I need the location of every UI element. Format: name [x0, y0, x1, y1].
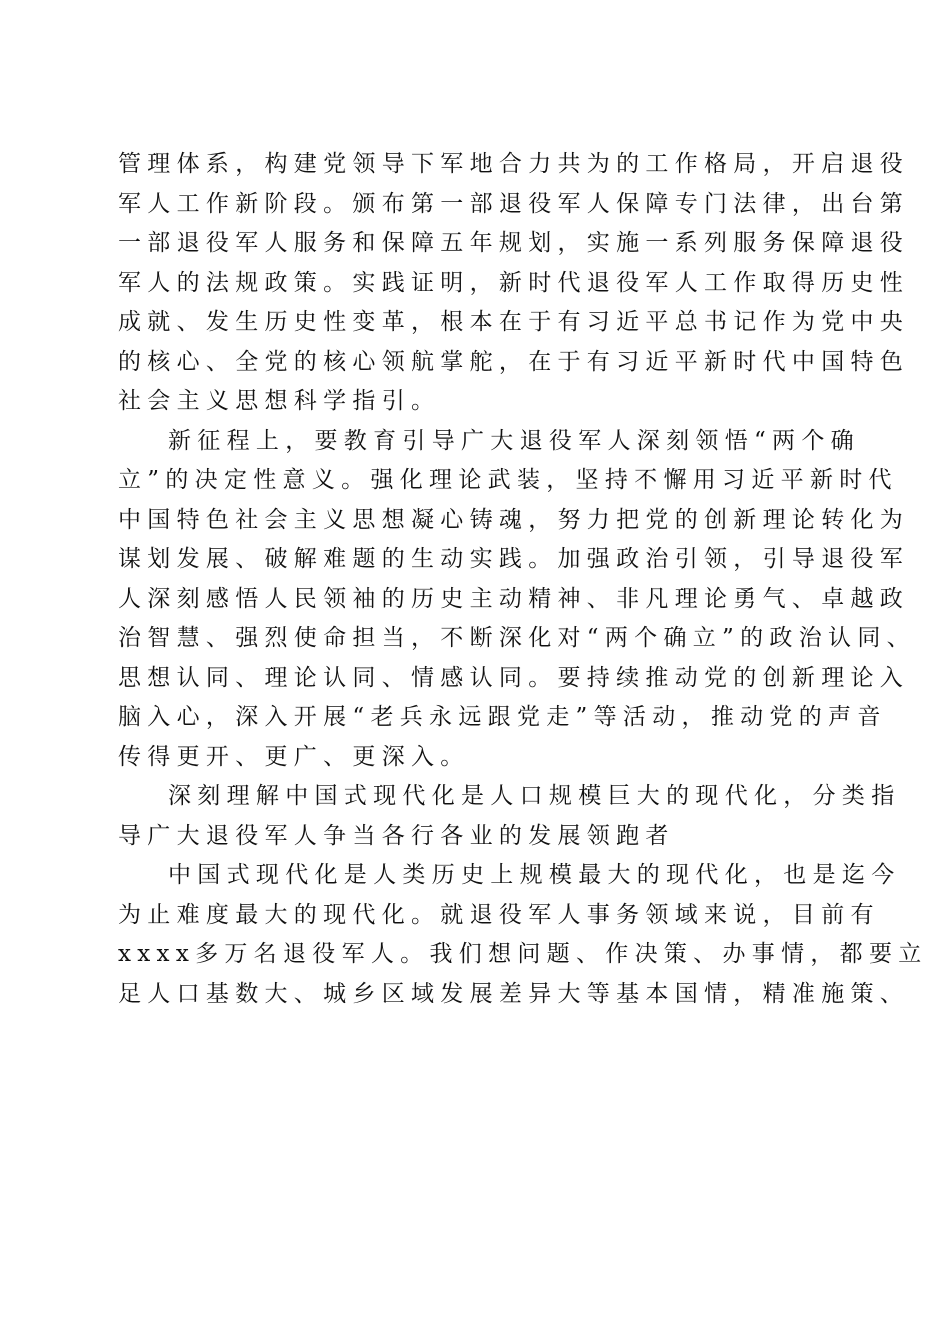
- text-line: 立”的决定性意义。强化理论武装，坚持不懈用习近平新时代: [118, 467, 898, 493]
- section-heading-line: 深刻理解中国式现代化是人口规模巨大的现代化，分类指: [168, 783, 901, 809]
- text-line: 中国特色社会主义思想凝心铸魂，努力把党的创新理论转化为: [118, 506, 910, 533]
- text-line: 思想认同、理论认同、情感认同。要持续推动党的创新理论入: [118, 664, 910, 691]
- text-line: 社会主义思想科学指引。: [118, 388, 441, 414]
- text-line: 的核心、全党的核心领航掌舵，在于有习近平新时代中国特色: [118, 348, 910, 375]
- text-line: 谋划发展、破解难题的生动实践。加强政治引领，引导退役军: [118, 546, 910, 572]
- document-body: [118, 145, 928, 1014]
- paragraph-first-line: 新征程上，要教育引导广大退役军人深刻领悟“两个确: [168, 427, 860, 454]
- text-line: xxxx多万名退役军人。我们想问题、作决策、办事情，都要立: [118, 941, 928, 967]
- text-line: 军人的法规政策。实践证明，新时代退役军人工作取得历史性: [118, 269, 910, 296]
- text-line: 足人口基数大、城乡区域发展差异大等基本国情，精准施策、: [118, 980, 910, 1007]
- text-line: 传得更开、更广、更深入。: [118, 743, 470, 770]
- text-line: 军人工作新阶段。颁布第一部退役军人保障专门法律，出台第: [118, 190, 910, 217]
- text-line: 成就、发生历史性变革，根本在于有习近平总书记作为党中央: [118, 309, 910, 335]
- section-heading-line: 导广大退役军人争当各行各业的发展领跑者: [118, 822, 675, 849]
- text-line: 为止难度最大的现代化。就退役军人事务领域来说，目前有: [118, 901, 880, 928]
- paragraph-first-line: 中国式现代化是人类历史上规模最大的现代化，也是迄今: [168, 862, 901, 888]
- text-line: 管理体系，构建党领导下军地合力共为的工作格局，开启退役: [118, 151, 910, 177]
- text-line: 一部退役军人服务和保障五年规划，实施一系列服务保障退役: [118, 230, 910, 256]
- text-line: 治智慧、强烈使命担当，不断深化对“两个确立”的政治认同、: [118, 625, 916, 651]
- text-line: 脑入心，深入开展“老兵永远跟党走”等活动，推动党的声音: [118, 704, 887, 730]
- text-line: 人深刻感悟人民领袖的历史主动精神、非凡理论勇气、卓越政: [118, 585, 910, 612]
